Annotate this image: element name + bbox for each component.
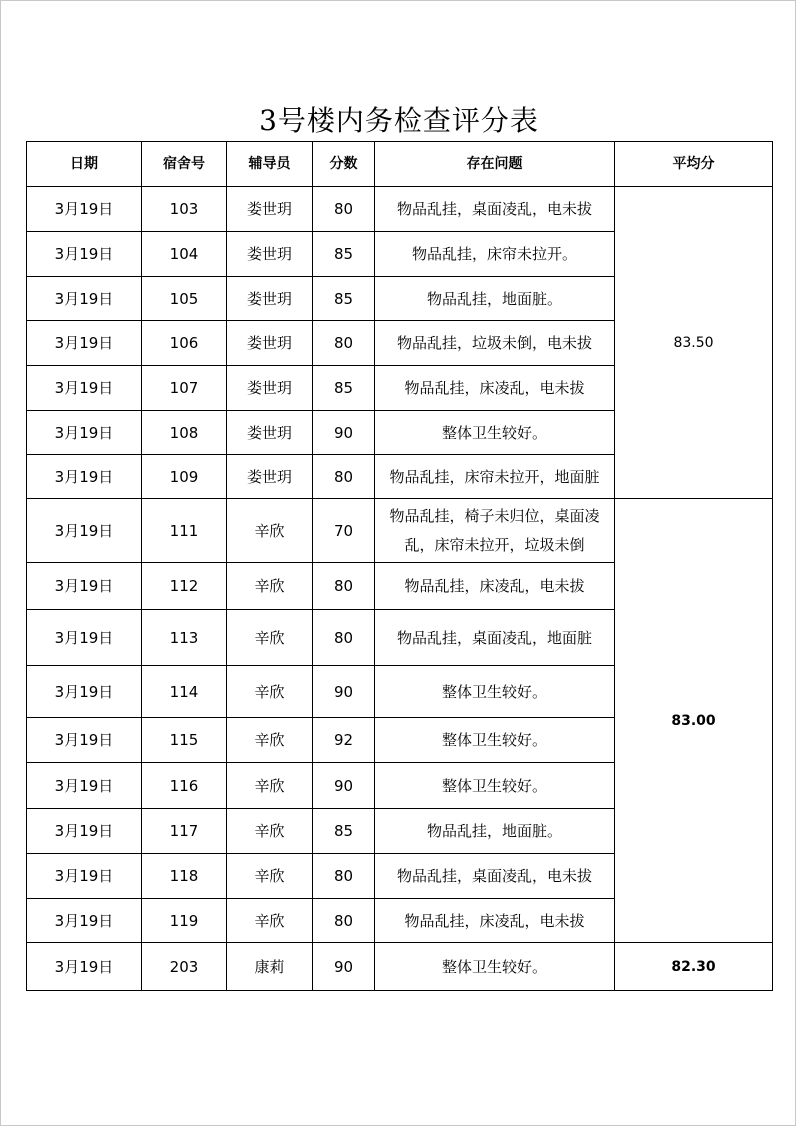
cell-date: 3月19日	[27, 455, 142, 499]
cell-counselor: 娄世玥	[227, 366, 313, 411]
cell-room: 111	[142, 499, 227, 563]
cell-counselor: 辛欣	[227, 718, 313, 763]
cell-score: 80	[313, 321, 375, 366]
header-score: 分数	[313, 142, 375, 187]
cell-room: 108	[142, 411, 227, 455]
page-title: 3号楼内务检查评分表	[259, 104, 539, 137]
cell-average: 83.50	[615, 187, 773, 499]
cell-room: 114	[142, 666, 227, 718]
cell-date: 3月19日	[27, 943, 142, 991]
cell-average: 82.30	[615, 943, 773, 991]
cell-score: 80	[313, 455, 375, 499]
cell-counselor: 辛欣	[227, 610, 313, 666]
table-row	[27, 187, 773, 232]
cell-issue: 物品乱挂，地面脏。	[375, 277, 615, 321]
cell-score: 80	[313, 899, 375, 943]
cell-issue: 物品乱挂，床凌乱，电未拔	[375, 366, 615, 411]
header-room: 宿舍号	[142, 142, 227, 187]
cell-counselor: 娄世玥	[227, 232, 313, 277]
cell-date: 3月19日	[27, 563, 142, 610]
cell-room: 112	[142, 563, 227, 610]
cell-room: 115	[142, 718, 227, 763]
cell-issue: 物品乱挂，床帘未拉开，地面脏	[375, 455, 615, 499]
cell-date: 3月19日	[27, 610, 142, 666]
cell-score: 80	[313, 187, 375, 232]
cell-room: 116	[142, 763, 227, 809]
header-average: 平均分	[615, 142, 773, 187]
cell-room: 107	[142, 366, 227, 411]
table-row	[27, 943, 773, 991]
table-row	[27, 499, 773, 563]
cell-score: 80	[313, 563, 375, 610]
cell-score: 80	[313, 610, 375, 666]
cell-date: 3月19日	[27, 718, 142, 763]
cell-score: 90	[313, 763, 375, 809]
cell-counselor: 康莉	[227, 943, 313, 991]
cell-date: 3月19日	[27, 499, 142, 563]
cell-score: 85	[313, 277, 375, 321]
cell-issue: 物品乱挂，地面脏。	[375, 809, 615, 854]
cell-issue: 物品乱挂，桌面凌乱，电未拔	[375, 854, 615, 899]
cell-issue: 整体卫生较好。	[375, 666, 615, 718]
cell-issue: 物品乱挂，垃圾未倒，电未拔	[375, 321, 615, 366]
header-row	[27, 142, 773, 187]
cell-issue: 物品乱挂，桌面凌乱，电未拔	[375, 187, 615, 232]
cell-score: 80	[313, 854, 375, 899]
cell-counselor: 娄世玥	[227, 277, 313, 321]
cell-issue: 整体卫生较好。	[375, 763, 615, 809]
cell-counselor: 辛欣	[227, 499, 313, 563]
cell-counselor: 辛欣	[227, 809, 313, 854]
cell-date: 3月19日	[27, 321, 142, 366]
cell-date: 3月19日	[27, 232, 142, 277]
cell-score: 90	[313, 943, 375, 991]
cell-issue: 整体卫生较好。	[375, 943, 615, 991]
cell-date: 3月19日	[27, 366, 142, 411]
cell-issue: 整体卫生较好。	[375, 411, 615, 455]
cell-date: 3月19日	[27, 187, 142, 232]
header-counselor: 辅导员	[227, 142, 313, 187]
cell-score: 85	[313, 809, 375, 854]
cell-score: 85	[313, 366, 375, 411]
cell-date: 3月19日	[27, 666, 142, 718]
cell-date: 3月19日	[27, 854, 142, 899]
cell-date: 3月19日	[27, 899, 142, 943]
cell-counselor: 娄世玥	[227, 321, 313, 366]
cell-counselor: 辛欣	[227, 666, 313, 718]
cell-score: 90	[313, 411, 375, 455]
cell-room: 109	[142, 455, 227, 499]
cell-counselor: 辛欣	[227, 854, 313, 899]
cell-counselor: 娄世玥	[227, 187, 313, 232]
cell-issue: 物品乱挂，床凌乱，电未拔	[375, 563, 615, 610]
cell-room: 113	[142, 610, 227, 666]
cell-room: 117	[142, 809, 227, 854]
cell-date: 3月19日	[27, 277, 142, 321]
cell-issue: 物品乱挂，桌面凌乱，地面脏	[375, 610, 615, 666]
cell-issue: 物品乱挂，床凌乱，电未拔	[375, 899, 615, 943]
cell-average: 83.00	[615, 499, 773, 943]
header-issue: 存在问题	[375, 142, 615, 187]
cell-counselor: 辛欣	[227, 563, 313, 610]
cell-counselor: 娄世玥	[227, 455, 313, 499]
cell-score: 85	[313, 232, 375, 277]
cell-room: 105	[142, 277, 227, 321]
cell-issue: 物品乱挂，床帘未拉开。	[375, 232, 615, 277]
cell-room: 203	[142, 943, 227, 991]
cell-score: 70	[313, 499, 375, 563]
cell-counselor: 辛欣	[227, 899, 313, 943]
cell-room: 103	[142, 187, 227, 232]
cell-issue: 物品乱挂，椅子未归位，桌面凌乱，床帘未拉开，垃圾未倒	[375, 499, 615, 563]
cell-score: 92	[313, 718, 375, 763]
inspection-table	[26, 141, 773, 991]
cell-score: 90	[313, 666, 375, 718]
cell-room: 104	[142, 232, 227, 277]
cell-room: 106	[142, 321, 227, 366]
cell-room: 119	[142, 899, 227, 943]
cell-counselor: 辛欣	[227, 763, 313, 809]
header-date: 日期	[27, 142, 142, 187]
cell-date: 3月19日	[27, 411, 142, 455]
cell-date: 3月19日	[27, 763, 142, 809]
cell-room: 118	[142, 854, 227, 899]
cell-counselor: 娄世玥	[227, 411, 313, 455]
cell-date: 3月19日	[27, 809, 142, 854]
cell-issue: 整体卫生较好。	[375, 718, 615, 763]
